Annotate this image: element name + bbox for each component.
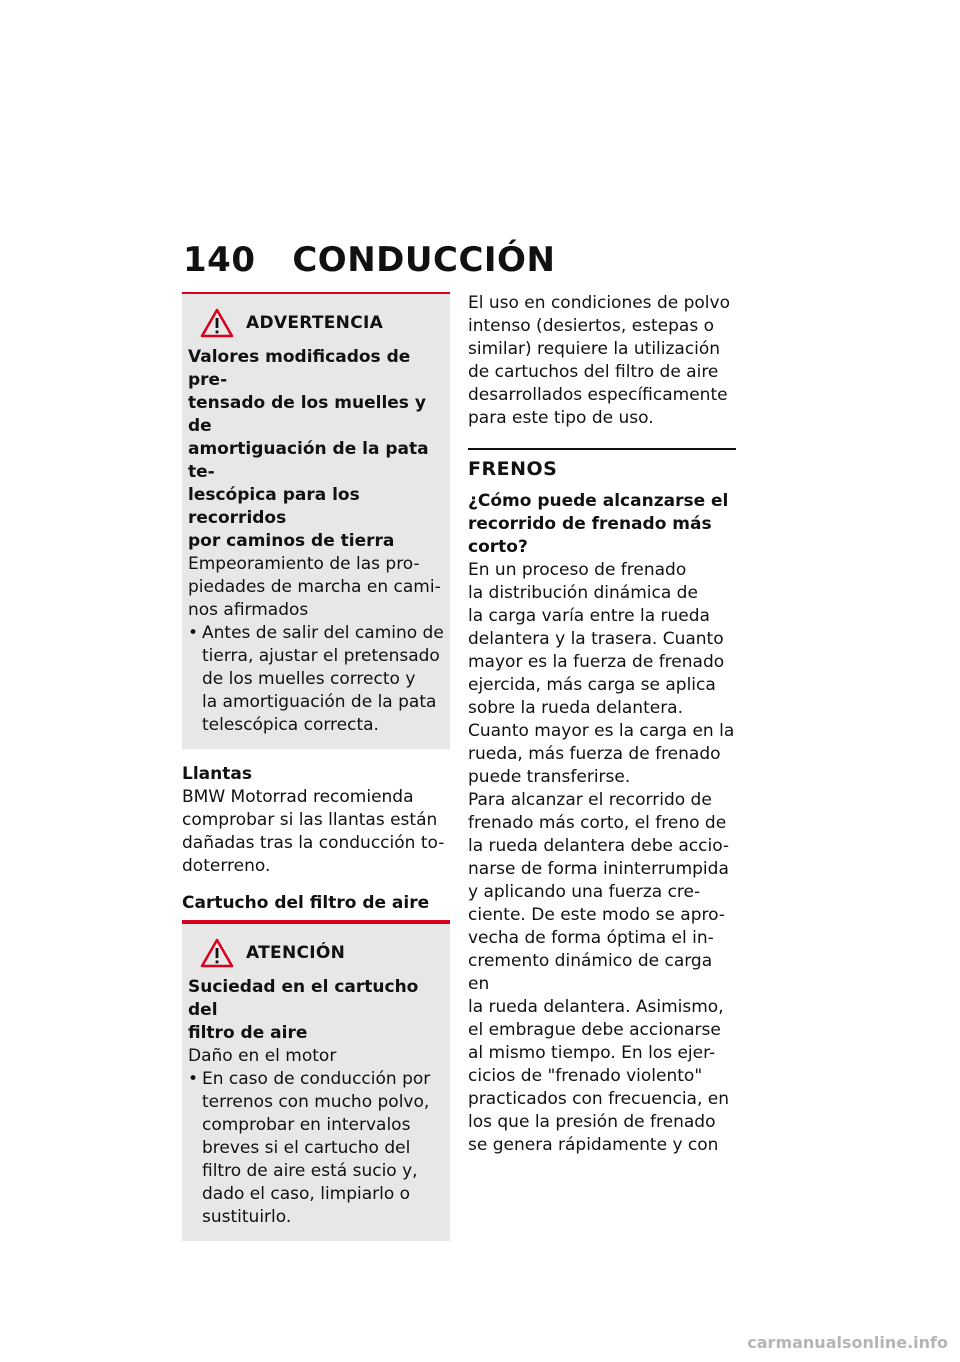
- warning-box-head: [188, 308, 444, 338]
- filtro-title: Cartucho del filtro de aire: [182, 892, 450, 922]
- warning-triangle-icon: [200, 308, 234, 338]
- attention-consequence: Daño en el motor: [188, 1046, 337, 1066]
- frenos-paragraph-1: En un proceso de frenado la distribución dinámica de la carga varía entre la rueda delantera y la trasera. Cuanto mayor es la fuerza de frenado ejercida, más carga se aplica sobre la rueda delantera. Cuanto mayor es la carga en la rueda, más fuerza de frenado puede transferirse.: [468, 560, 735, 787]
- attention-box: [182, 922, 450, 1241]
- bullet-dot-icon: •: [188, 623, 199, 643]
- frenos-question: ¿Cómo puede alcanzarse el recorrido de frenado más corto?: [468, 491, 729, 557]
- warning-consequence: Empeoramiento de las pro- piedades de marcha en cami- nos afirmados: [188, 554, 441, 620]
- right-column: [468, 292, 736, 1157]
- page-header: [183, 240, 555, 280]
- frenos-section: [468, 448, 736, 1157]
- warning-triangle-icon: [200, 938, 234, 968]
- warning-bullet: • Antes de salir del camino de tierra, ajustar el pretensado de los muelles correcto y la amortiguación de la pata telescópica correcta.: [188, 623, 444, 735]
- page-number: 140: [183, 240, 256, 280]
- attention-box-head: [188, 938, 444, 968]
- llantas-title: Llantas: [182, 764, 252, 784]
- watermark: carmanualsonline.info: [747, 1333, 948, 1352]
- frenos-title: FRENOS: [468, 458, 558, 480]
- warning-heading: Valores modificados de pre- tensado de los muelles y de amortiguación de la pata te- lescópica para los recorridos por caminos de tierra: [188, 347, 429, 551]
- warning-title: ADVERTENCIA: [246, 313, 384, 333]
- frenos-paragraph-2: Para alcanzar el recorrido de frenado más corto, el freno de la rueda delantera debe accio- narse de forma ininterrumpida y aplicando una fuerza cre- ciente. De este modo se apro- vecha de forma óptima el in- cremento dinámico de carga en la rueda delantera. Asimismo, el embrague debe accionarse al mismo tiempo. En los ejer- cicios de "frenado violento" practicados con frecuencia, en los que la presión de frenado se genera rápidamente y con: [468, 790, 730, 1155]
- attention-bullet: • En caso de conducción por terrenos con mucho polvo, comprobar en intervalos breves si el cartucho del filtro de aire está sucio y, dado el caso, limpiarlo o sustituirlo.: [188, 1069, 431, 1227]
- intro-text: El uso en condiciones de polvo intenso (desiertos, estepas o similar) requiere la utilización de cartuchos del filtro de aire desarrollados específicamente para este tipo de uso.: [468, 293, 730, 428]
- llantas-text: BMW Motorrad recomienda comprobar si las llantas están dañadas tras la conducción to- doterreno.: [182, 787, 445, 876]
- chapter-title: CONDUCCIÓN: [292, 240, 556, 280]
- attention-title: ATENCIÓN: [246, 943, 346, 963]
- bullet-dot-icon: •: [188, 1069, 199, 1089]
- left-column: [182, 292, 450, 1255]
- warning-box: [182, 292, 450, 749]
- attention-heading: Suciedad en el cartucho del filtro de aire: [188, 977, 419, 1043]
